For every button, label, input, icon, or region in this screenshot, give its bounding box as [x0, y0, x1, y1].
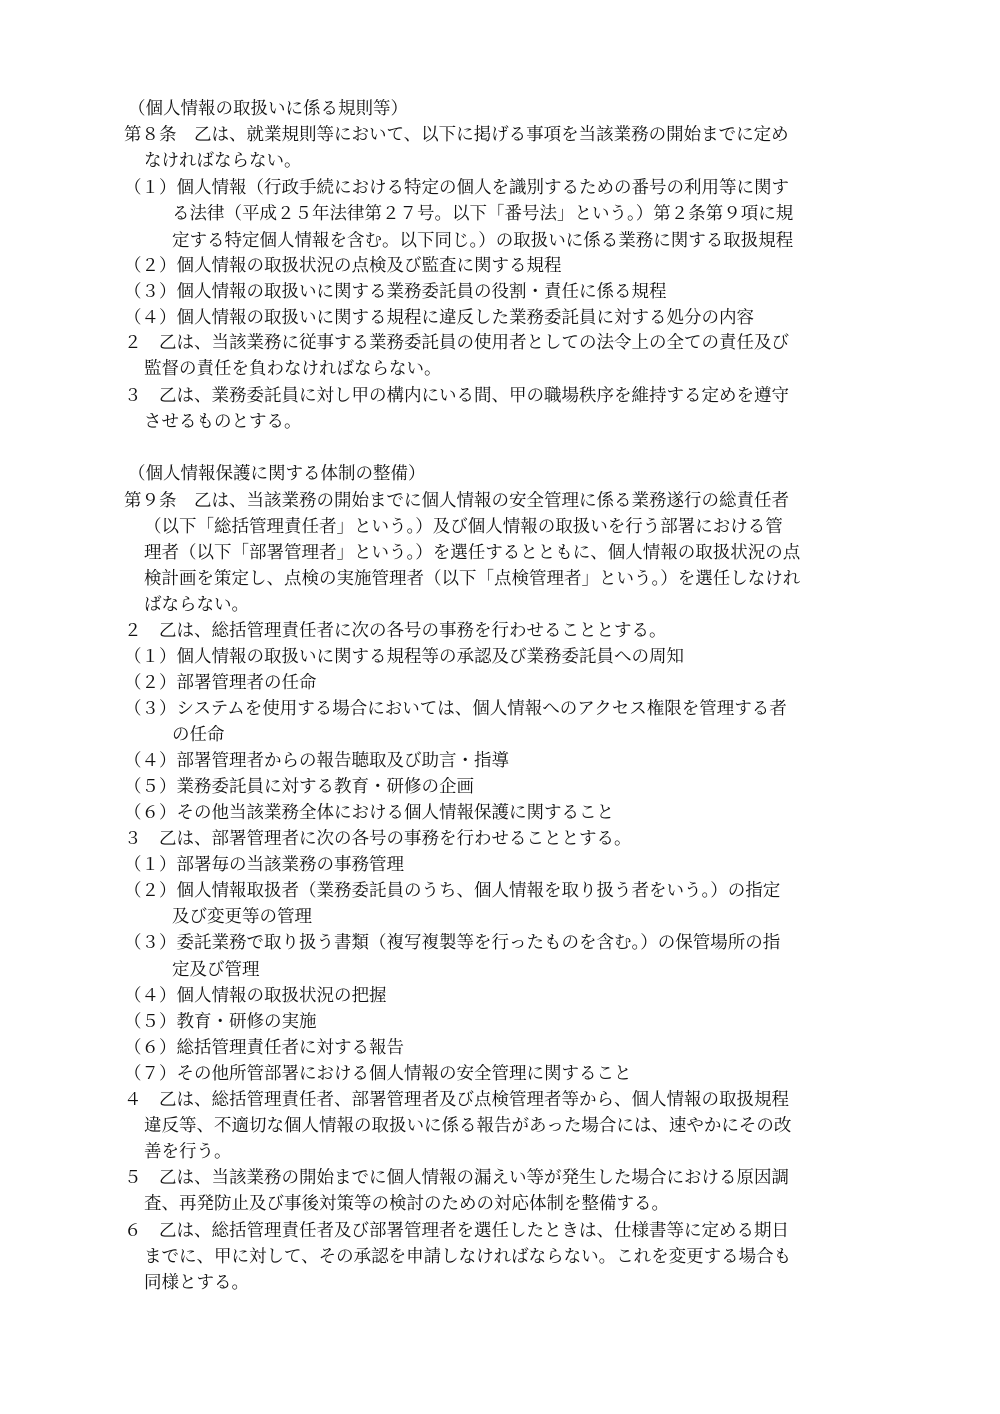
- article-9-paragraph-6: ６ 乙は、総括管理責任者及び部署管理者を選任したときは、仕様書等に定める期日: [124, 1221, 789, 1241]
- article-9-line: 理者（以下「部署管理者」という。）を選任するとともに、個人情報の取扱状況の点: [144, 543, 801, 563]
- article-8-paragraph-2: ２ 乙は、当該業務に従事する業務委託員の使用者としての法令上の全ての責任及び: [124, 333, 789, 353]
- article-9-paragraph-3: ３ 乙は、部署管理者に次の各号の事務を行わせることとする。: [124, 829, 632, 849]
- article-9-p2-item-1: （１）個人情報の取扱いに関する規程等の承認及び業務委託員への周知: [124, 647, 684, 667]
- article-8-paragraph-3: ３ 乙は、業務委託員に対し甲の構内にいる間、甲の職場秩序を維持する定めを遵守: [124, 386, 789, 406]
- article-9-p2-item-2: （２）部署管理者の任命: [124, 673, 317, 693]
- article-9-paragraph-4-cont: 善を行う。: [144, 1142, 232, 1162]
- article-8-line: なければならない。: [144, 151, 302, 171]
- article-9-paragraph-5: ５ 乙は、当該業務の開始までに個人情報の漏えい等が発生した場合における原因調: [124, 1168, 789, 1188]
- article-9-p3-item-2: （２）個人情報取扱者（業務委託員のうち、個人情報を取り扱う者をいう。）の指定: [124, 881, 781, 901]
- article-8-line: 第８条 乙は、就業規則等において、以下に掲げる事項を当該業務の開始までに定め: [124, 125, 789, 145]
- article-9-paragraph-6-cont: までに、甲に対して、その承認を申請しなければならない。これを変更する場合も: [144, 1247, 792, 1267]
- article-8-paragraph-3-cont: させるものとする。: [144, 412, 302, 432]
- section-heading-article-8: （個人情報の取扱いに係る規則等）: [128, 99, 408, 119]
- article-9-paragraph-2: ２ 乙は、総括管理責任者に次の各号の事務を行わせることとする。: [124, 621, 667, 641]
- article-9-line: 第９条 乙は、当該業務の開始までに個人情報の安全管理に係る業務遂行の総責任者: [124, 491, 789, 511]
- article-8-item-1: （１）個人情報（行政手続における特定の個人を識別するための番号の利用等に関す: [124, 178, 789, 198]
- article-9-p3-item-4: （４）個人情報の取扱状況の把握: [124, 986, 387, 1006]
- article-9-p3-item-3: （３）委託業務で取り扱う書類（複写複製等を行ったものを含む。）の保管場所の指: [124, 933, 781, 953]
- article-9-line: ばならない。: [144, 595, 249, 615]
- article-9-paragraph-4-cont: 違反等、不適切な個人情報の取扱いに係る報告があった場合には、速やかにその改: [144, 1116, 792, 1136]
- article-9-p2-item-5: （５）業務委託員に対する教育・研修の企画: [124, 777, 474, 797]
- article-9-p3-item-1: （１）部署毎の当該業務の事務管理: [124, 855, 404, 875]
- article-8-item-1-cont: る法律（平成２５年法律第２７号。以下「番号法」という。）第２条第９項に規: [172, 204, 794, 224]
- article-9-p3-item-2-cont: 及び変更等の管理: [172, 907, 312, 927]
- article-8-item-4: （４）個人情報の取扱いに関する規程に違反した業務委託員に対する処分の内容: [124, 308, 754, 328]
- article-9-line: 検計画を策定し、点検の実施管理者（以下「点検管理者」という。）を選任しなけれ: [144, 569, 801, 589]
- article-9-p2-item-3-cont: の任命: [172, 725, 225, 745]
- article-8-item-2: （２）個人情報の取扱状況の点検及び監査に関する規程: [124, 256, 562, 276]
- article-9-p2-item-3: （３）システムを使用する場合においては、個人情報へのアクセス権限を管理する者: [124, 699, 787, 719]
- article-8-paragraph-2-cont: 監督の責任を負わなければならない。: [144, 359, 442, 379]
- article-9-paragraph-6-cont: 同様とする。: [144, 1273, 249, 1293]
- article-8-item-3: （３）個人情報の取扱いに関する業務委託員の役割・責任に係る規程: [124, 282, 667, 302]
- article-9-paragraph-4: ４ 乙は、総括管理責任者、部署管理者及び点検管理者等から、個人情報の取扱規程: [124, 1090, 789, 1110]
- section-heading-article-9: （個人情報保護に関する体制の整備）: [128, 464, 426, 484]
- article-9-p3-item-7: （７）その他所管部署における個人情報の安全管理に関すること: [124, 1064, 632, 1084]
- article-9-p2-item-6: （６）その他当該業務全体における個人情報保護に関すること: [124, 803, 614, 823]
- article-9-p3-item-6: （６）総括管理責任者に対する報告: [124, 1038, 404, 1058]
- article-9-p3-item-5: （５）教育・研修の実施: [124, 1012, 317, 1032]
- article-9-line: （以下「総括管理責任者」という。）及び個人情報の取扱いを行う部署における管: [144, 517, 783, 537]
- article-9-p2-item-4: （４）部署管理者からの報告聴取及び助言・指導: [124, 751, 509, 771]
- article-8-item-1-cont: 定する特定個人情報を含む。以下同じ。）の取扱いに係る業務に関する取扱規程: [172, 231, 794, 251]
- article-9-paragraph-5-cont: 査、再発防止及び事後対策等の検討のための対応体制を整備する。: [144, 1194, 669, 1214]
- article-9-p3-item-3-cont: 定及び管理: [172, 960, 260, 980]
